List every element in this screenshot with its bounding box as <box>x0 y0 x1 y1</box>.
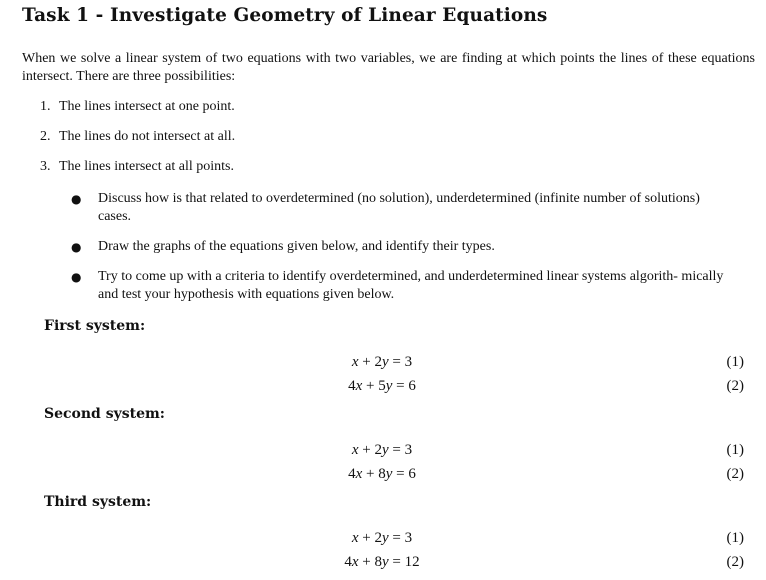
equation-number: (1) <box>726 530 744 546</box>
equation-1-third-system: x + 2y = 3 <box>351 530 413 546</box>
bullet-dot-icon: ● <box>71 192 82 206</box>
bullet-dot-icon: ● <box>71 270 82 284</box>
equation-1-second-system: x + 2y = 3 <box>351 442 413 458</box>
list-number: 1. <box>40 99 51 114</box>
equation-2-second-system: 4x + 8y = 6 <box>348 466 416 482</box>
list-text: The lines intersect at all points. <box>59 159 234 174</box>
equation-number: (1) <box>726 442 744 458</box>
equation-number: (2) <box>726 554 744 570</box>
third-system-heading: Third system: <box>44 494 152 510</box>
bullet-item-criteria: Try to come up with a criteria to identify overdetermined, and underdetermined linear systems algorith- mically and test your hypothesis with equations given below. <box>98 269 724 302</box>
equation-number: (2) <box>726 466 744 482</box>
list-item-possibility-3 <box>40 158 234 176</box>
list-item-possibility-2 <box>40 128 235 146</box>
second-system-heading: Second system: <box>44 406 165 422</box>
page-title: Task 1 - Investigate Geometry of Linear Equations <box>22 5 548 26</box>
intro-paragraph: When we solve a linear system of two equations with two variables, we are finding at which points the lines of these equations intersect. There are three possibilities: <box>22 51 755 84</box>
list-text: The lines intersect at one point. <box>59 99 235 114</box>
equation-2-first-system: 4x + 5y = 6 <box>348 378 416 394</box>
equation-number: (1) <box>726 354 744 370</box>
bullet-item-discuss: Discuss how is that related to overdetermined (no solution), underdetermined (infinite number of solutions) cases. <box>98 191 700 224</box>
bullet-item-draw: Draw the graphs of the equations given below, and identify their types. <box>98 239 495 254</box>
list-text: The lines do not intersect at all. <box>59 129 236 144</box>
list-number: 3. <box>40 159 51 174</box>
first-system-heading: First system: <box>44 318 146 334</box>
equation-2-third-system: 4x + 8y = 12 <box>344 554 420 570</box>
bullet-dot-icon: ● <box>71 240 82 254</box>
list-item-possibility-1 <box>40 98 235 116</box>
list-number: 2. <box>40 129 51 144</box>
equation-1-first-system: x + 2y = 3 <box>351 354 413 370</box>
equation-number: (2) <box>726 378 744 394</box>
